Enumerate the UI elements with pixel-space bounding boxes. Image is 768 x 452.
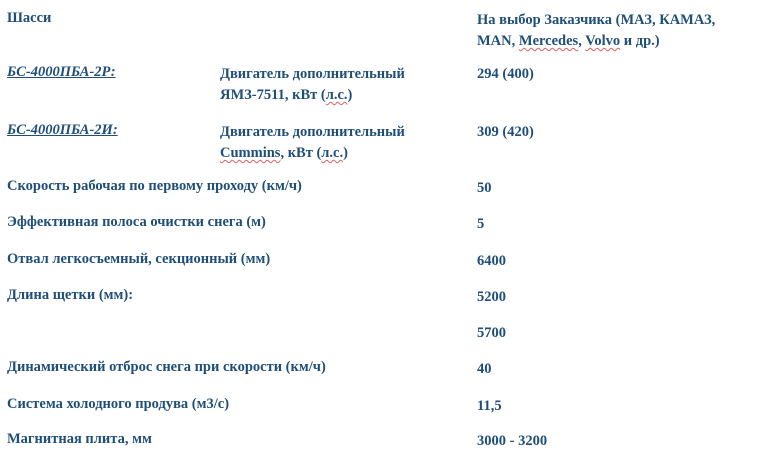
spec-value: [477, 10, 715, 52]
spec-description-line: Двигатель дополнительный: [220, 124, 405, 140]
spec-description: [220, 122, 405, 164]
spec-value: 5200: [477, 289, 506, 305]
spec-description-line: Двигатель дополнительный: [220, 66, 405, 82]
text-part: ЯМЗ-7511, кВт (: [220, 87, 326, 103]
spec-label: Отвал легкосъемный, секционный (мм): [7, 251, 271, 267]
spec-value: 11,5: [477, 398, 502, 414]
model-link[interactable]: БС-4000ПБА-2И:: [7, 122, 118, 138]
spec-label: Динамический отброс снега при скорости (км/ч): [7, 359, 326, 375]
spec-description-line: [220, 85, 405, 106]
spec-value: 6400: [477, 253, 506, 269]
text-part: и др.): [620, 33, 660, 49]
text-part: л.с.: [321, 145, 344, 161]
text-part: л.с.: [325, 87, 348, 103]
spec-value-line: [477, 31, 715, 52]
text-part: ): [343, 145, 348, 161]
text-part: Volvo: [585, 33, 621, 49]
spec-value: 50: [477, 180, 492, 196]
spec-label: Эффективная полоса очистки снега (м): [7, 214, 266, 230]
spec-value-line: На выбор Заказчика (МАЗ, КАМАЗ,: [477, 12, 716, 28]
text-part: MAN,: [477, 33, 519, 49]
spec-value: 40: [477, 361, 492, 377]
text-part: Mercedes: [518, 33, 579, 49]
text-part: ,: [578, 33, 586, 49]
text-part: ): [347, 87, 353, 103]
spec-value: 294 (400): [477, 66, 534, 82]
spec-label: Шасси: [7, 10, 52, 26]
spec-label: Скорость рабочая по первому проходу (км/ч): [7, 178, 302, 194]
spec-label: Длина щетки (мм):: [7, 287, 134, 303]
spec-description-line: [220, 143, 405, 164]
spec-value: 5700: [477, 325, 506, 341]
spec-value: 309 (420): [477, 124, 534, 140]
spec-label: Магнитная плита, мм: [7, 431, 152, 447]
model-link[interactable]: БС-4000ПБА-2Р:: [7, 64, 116, 80]
spec-value: 3000 - 3200: [477, 433, 548, 449]
spec-value: 5: [477, 216, 485, 232]
spec-description: [220, 64, 405, 106]
text-part: , кВт (: [280, 145, 322, 161]
text-part: Cummins: [220, 145, 281, 161]
spec-label: Система холодного продува (м3/с): [7, 396, 230, 412]
